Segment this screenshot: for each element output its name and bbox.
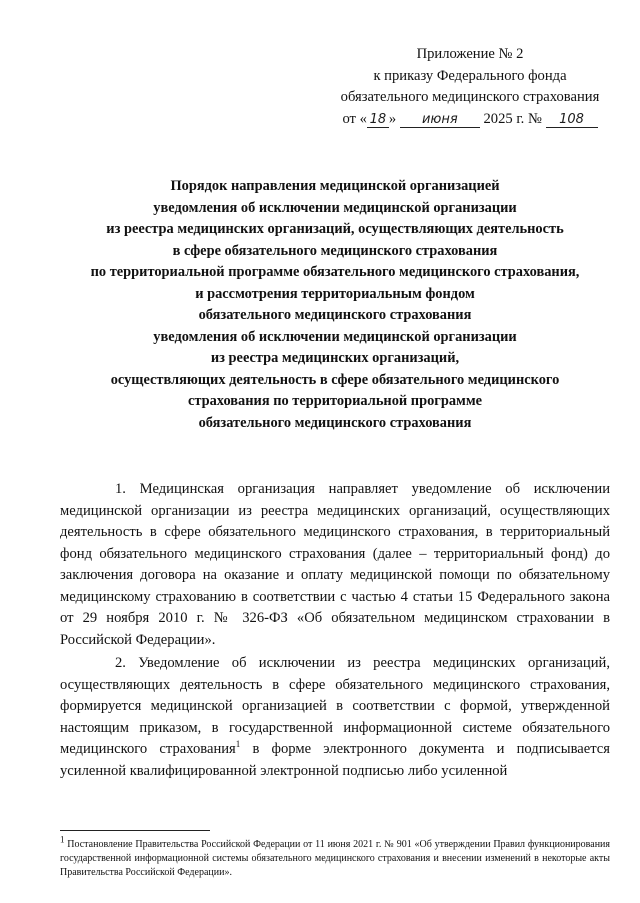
paragraph-2-text: 2. Уведомление об исключении из реестра медицинских организаций, осуществляющих деятельность в сфере обязательного медицинского страхования, формируется медицинской организацией в соответствии с формой, утвержденной настоящим приказом, в государственной информационной системе обязательного медицинского страхования bbox=[60, 655, 610, 757]
handwritten-order-number: 108 bbox=[546, 112, 598, 128]
title-line: страхования по территориальной программе bbox=[187, 393, 483, 409]
title-line: уведомления об исключении медицинской организации bbox=[153, 199, 517, 216]
handwritten-month: июня bbox=[400, 112, 480, 128]
title-line: обязательного медицинского страхования bbox=[198, 307, 472, 323]
date-prefix: от « bbox=[342, 110, 367, 127]
handwritten-day: 18 bbox=[367, 112, 389, 128]
appendix-order-ref: к приказу Федерального фонда bbox=[373, 67, 567, 84]
title-line: из реестра медицинских организаций, bbox=[210, 350, 460, 366]
title-line: обязательного медицинского страхования bbox=[198, 414, 472, 431]
footnote bbox=[60, 834, 610, 880]
footnote-text: Постановление Правительства Российской Федерации от 11 июня 2021 г. № 901 «Об утверждении Правил функционирования государственной информационной системы обязательного медицинского страхования и внесении изменений в некоторые акты Правительства Российской Федерации». bbox=[60, 839, 610, 878]
date-mid: » bbox=[388, 110, 397, 127]
document-body bbox=[60, 479, 610, 782]
appendix-label: Приложение № 2 bbox=[416, 46, 524, 62]
appendix-date-line bbox=[330, 109, 610, 131]
appendix-header bbox=[330, 44, 610, 130]
title-line: и рассмотрения территориальным фондом bbox=[195, 285, 475, 302]
appendix-fund-name: обязательного медицинского страхования bbox=[340, 89, 600, 105]
paragraph-1: 1. Медицинская организация направляет уведомление об исключении медицинской организации из реестра медицинских организаций, осуществляющих деятельность в сфере обязательного медицинского страхования, в территориальный фонд обязательного медицинского страхования (далее – территориальный фонд) до заключения договора на оказание и оплату медицинской помощи по обязательному медицинскому страхованию в соответствии с частью 4 статьи 15 Федерального закона от 29 ноября 2010 г. № 326-ФЗ «Об обязательном медицинском страховании в Российской Федерации». bbox=[60, 481, 610, 648]
title-line: осуществляющих деятельность в сфере обязательного медицинского bbox=[110, 371, 560, 388]
paragraph-2 bbox=[60, 653, 610, 782]
title-line: из реестра медицинских организаций, осуществляющих деятельность bbox=[106, 221, 564, 237]
footnote-marker: 1 bbox=[60, 834, 65, 845]
footnote-reference: 1 bbox=[235, 739, 241, 750]
paragraph-2-text-continued: в форме электронного документа и подписывается усиленной квалифицированной электронной подписью либо усиленной bbox=[60, 741, 610, 779]
date-year: 2025 г. № bbox=[483, 110, 542, 127]
title-line: в сфере обязательного медицинского страхования bbox=[172, 242, 498, 259]
footnote-separator bbox=[60, 830, 210, 831]
title-line: уведомления об исключении медицинской организации bbox=[153, 328, 517, 345]
title-line: по территориальной программе обязательного медицинского страхования, bbox=[90, 264, 580, 280]
title-line: Порядок направления медицинской организацией bbox=[170, 178, 500, 194]
document-title bbox=[60, 176, 610, 434]
